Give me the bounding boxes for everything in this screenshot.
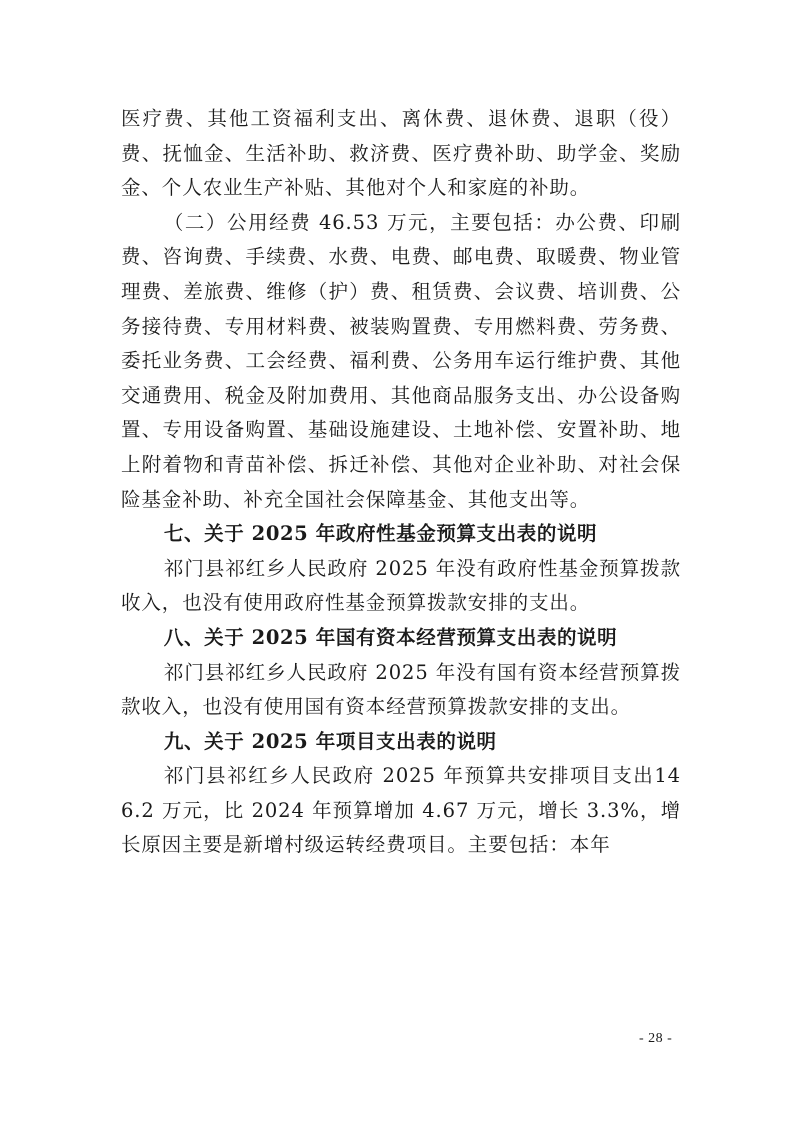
- section-heading-project-expenditure: 九、关于 2025 年项目支出表的说明: [163, 729, 497, 753]
- paragraph-public-funds: （二）公用经费 46.53 万元，主要包括：办公费、印刷费、咨询费、手续费、水费、电费、邮电费、取暖费、物业管理费、差旅费、维修（护）费、租赁费、会议费、培训费、公务接待费、专用材料费、被装购置费、专用燃料费、劳务费、委托业务费、工会经费、福利费、公务用车运行维护费、其他交通费用、税金及附加费用、其他商品服务支出、办公设备购置、专用设备购置、基础设施建设、土地补偿、安置补助、地上附着物和青苗补偿、拆迁补偿、其他对企业补助、对社会保险基金补助、补充全国社会保障基金、其他支出等。: [121, 210, 681, 511]
- section-heading-state-capital: 八、关于 2025 年国有资本经营预算支出表的说明: [163, 625, 618, 649]
- section-heading-government-fund: 七、关于 2025 年政府性基金预算支出表的说明: [163, 522, 598, 546]
- paragraph-government-fund: 祁门县祁红乡人民政府 2025 年没有政府性基金预算拨款收入，也没有使用政府性基金预算拨款安排的支出。: [121, 556, 681, 615]
- paragraph-project-expenditure: 祁门县祁红乡人民政府 2025 年预算共安排项目支出146.2 万元，比 2024 年预算增加 4.67 万元，增长 3.3%，增长原因主要是新增村级运转经费项目。主要包括：本年: [121, 764, 681, 857]
- document-body: [121, 102, 681, 863]
- page-number: - 28 -: [639, 1031, 673, 1046]
- paragraph-personal-expenses-continued: 医疗费、其他工资福利支出、离休费、退休费、退职（役）费、抚恤金、生活补助、救济费、医疗费补助、助学金、奖励金、个人农业生产补贴、其他对个人和家庭的补助。: [121, 107, 681, 200]
- paragraph-state-capital: 祁门县祁红乡人民政府 2025 年没有国有资本经营预算拨款收入，也没有使用国有资本经营预算拨款安排的支出。: [121, 660, 681, 719]
